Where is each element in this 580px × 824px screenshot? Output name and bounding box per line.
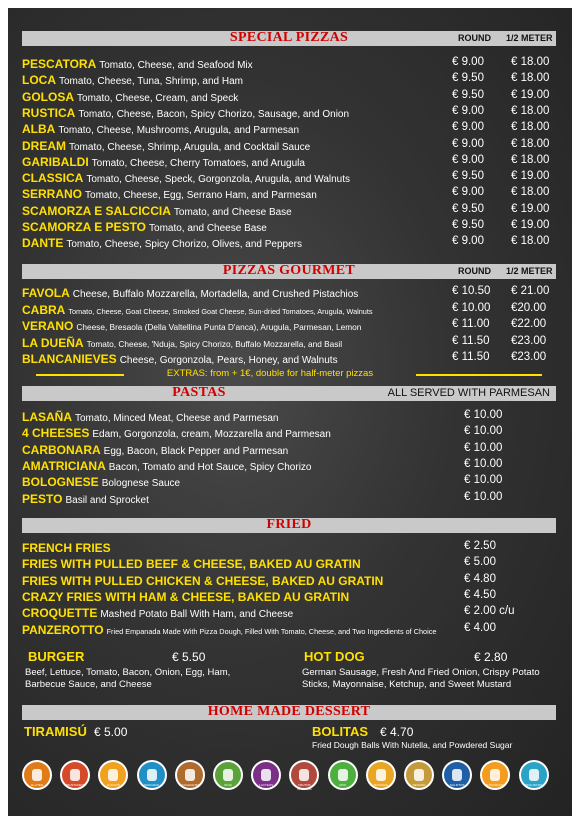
item-description: Bolognese Sauce <box>101 478 181 490</box>
price-half-meter: € 18.00 <box>511 186 550 199</box>
allergen-glyph-icon <box>185 769 195 781</box>
allergen-icon <box>60 760 90 790</box>
item-name: CLASSICA <box>22 171 84 186</box>
item-price: € 10.00 <box>464 441 503 454</box>
allergen-glyph-icon <box>261 769 271 781</box>
item-name: GARIBALDI <box>22 154 89 169</box>
col-round-label: ROUND <box>458 266 491 276</box>
allergen-label: MOSTAZA <box>373 783 388 787</box>
item-price: € 10.00 <box>464 490 503 503</box>
hotdog-desc-1: German Sausage, Fresh And Fried Onion, Crispy Potato <box>302 667 540 678</box>
item-name: BOLOGNESE <box>22 475 99 490</box>
item-description: Tomato, Cheese, Spicy Chorizo, Olives, and Peppers <box>66 239 303 251</box>
price-half-meter: € 18.00 <box>511 121 550 134</box>
section-subtitle: ALL SERVED WITH PARMESAN <box>387 387 550 399</box>
menu-item-row <box>22 185 317 201</box>
menu-item-row <box>22 408 278 424</box>
price-half-meter: € 19.00 <box>511 219 550 231</box>
price-half-meter: €23.00 <box>511 334 547 347</box>
allergen-glyph-icon <box>299 769 309 781</box>
item-name: SCAMORZA E SALCICCIA <box>22 203 171 218</box>
allergen-icon <box>213 760 243 790</box>
menu-item-row <box>22 424 331 440</box>
menu-item-row <box>22 234 302 250</box>
allergen-label: FRUTOS CASCARA <box>297 783 312 791</box>
price-half-meter: € 21.00 <box>511 285 550 297</box>
item-description: Bacon, Tomato and Hot Sauce, Spicy Chorizo <box>108 461 312 473</box>
item-name: DANTE <box>22 236 64 251</box>
menu-item-row <box>22 539 111 555</box>
item-name: DREAM <box>22 138 66 153</box>
hotdog-name: HOT DOG <box>304 649 365 664</box>
menu-item-row <box>22 604 293 620</box>
allergen-glyph-icon <box>414 769 424 781</box>
item-name: RUSTICA <box>22 105 76 120</box>
item-description: Fried Empanada Made With Pizza Dough, Filled With Tomato, Cheese, and Two Ingredients of Choice <box>106 626 437 636</box>
allergen-glyph-icon <box>338 769 348 781</box>
divider-line <box>36 374 124 376</box>
price-half-meter: € 18.00 <box>511 153 550 166</box>
price-half-meter: € 18.00 <box>511 72 550 85</box>
hotdog-desc-2: Sticks, Mayonnaise, Ketchup, and Sweet Mustard <box>302 679 512 690</box>
item-description: Tomato, and Cheese Base <box>149 223 267 234</box>
allergen-icon <box>404 760 434 790</box>
item-description: Tomato, and Cheese Base <box>173 206 292 218</box>
item-description: Mashed Potato Ball With Ham, and Cheese <box>100 609 294 621</box>
price-round: € 9.00 <box>452 104 484 117</box>
menu-item-row <box>22 572 383 588</box>
price-half-meter: € 19.00 <box>511 202 550 215</box>
item-description: Tomato, Cheese, Shrimp, Arugula, and Cocktail Sauce <box>69 141 311 153</box>
menu-item-row <box>22 88 238 104</box>
allergen-glyph-icon <box>32 769 42 781</box>
item-price: € 10.00 <box>464 457 503 470</box>
burger-desc-2: Barbecue Sauce, and Cheese <box>25 679 152 690</box>
burger-name: BURGER <box>28 649 85 664</box>
price-half-meter: €23.00 <box>511 351 547 363</box>
item-price: € 4.00 <box>464 621 496 634</box>
menu-item-row <box>22 169 350 185</box>
item-name: CRAZY FRIES WITH HAM & CHEESE, BAKED AU GRATIN <box>22 589 350 604</box>
price-half-meter: €22.00 <box>511 318 547 330</box>
menu-item-row <box>22 588 349 604</box>
price-half-meter: € 18.00 <box>511 104 550 117</box>
menu-item-row <box>22 218 267 234</box>
extras-note: EXTRAS: from + 1€, double for half-meter pizzas <box>166 368 374 379</box>
item-description: Cheese, Gorgonzola, Pears, Honey, and Walnuts <box>119 355 338 366</box>
allergen-label: ALTRAMUCES <box>485 783 506 787</box>
item-description: Tomato, Cheese, 'Nduja, Spicy Chorizo, Buffalo Mozzarella, and Basil <box>86 338 343 349</box>
item-price: € 2.50 <box>464 540 496 552</box>
menu-item-row <box>22 621 436 637</box>
price-half-meter: €20.00 <box>511 301 547 314</box>
extras-wrap <box>124 368 416 382</box>
item-name: AMATRICIANA <box>22 458 106 473</box>
item-name: LA DUEÑA <box>22 335 84 350</box>
tiramisu-price: € 5.00 <box>94 725 128 739</box>
allergen-label: APIO <box>339 783 347 787</box>
item-description: Tomato, Cheese, Mushrooms, Arugula, and Parmesan <box>58 125 300 137</box>
price-half-meter: € 18.00 <box>511 56 550 68</box>
item-price: € 10.00 <box>464 474 503 487</box>
allergen-glyph-icon <box>70 769 80 781</box>
item-description: Tomato, Minced Meat, Cheese and Parmesan <box>75 413 279 424</box>
allergen-label: HUEVOS <box>107 783 120 787</box>
allergen-label: LACTEOS <box>259 783 274 787</box>
allergen-icon <box>442 760 472 790</box>
item-name: PESCATORA <box>22 57 97 71</box>
allergen-glyph-icon <box>223 769 233 781</box>
dessert-header <box>22 705 556 720</box>
menu-item-row <box>22 120 299 136</box>
price-round: € 9.00 <box>452 235 484 248</box>
price-round: € 9.00 <box>452 56 484 68</box>
allergen-label: GLUTEN <box>30 783 44 787</box>
allergen-label: CACAHUETES <box>179 783 201 787</box>
allergen-label: SESAMO <box>412 783 426 787</box>
allergen-label: SULFITOS <box>449 783 465 787</box>
menu-item-row <box>22 55 253 71</box>
allergen-icon <box>289 760 319 790</box>
item-price: € 10.00 <box>464 409 503 421</box>
item-price: € 4.80 <box>464 572 496 585</box>
allergen-label: PESCADO <box>144 783 159 787</box>
price-half-meter: € 19.00 <box>511 170 550 183</box>
section-title: PIZZAS GOURMET <box>222 263 356 278</box>
bolitas-price: € 4.70 <box>380 725 414 739</box>
item-name: FAVOLA <box>22 286 70 300</box>
item-price: € 5.00 <box>464 556 496 569</box>
item-price: € 4.50 <box>464 588 496 601</box>
price-round: € 9.00 <box>452 137 484 150</box>
menu-item-row <box>22 334 342 350</box>
menu-item-row <box>22 473 180 489</box>
menu-item-row <box>22 457 311 473</box>
col-half-meter-label: 1/2 METER <box>506 266 553 276</box>
burger-desc-1: Beef, Lettuce, Tomato, Bacon, Onion, Egg, Ham, <box>25 667 231 678</box>
price-round: € 9.00 <box>452 186 484 199</box>
fried-header <box>22 518 556 533</box>
allergen-icon <box>137 760 167 790</box>
item-description: Tomato, Cheese, and Seafood Mix <box>99 60 253 71</box>
pastas-header <box>22 386 556 401</box>
price-half-meter: € 18.00 <box>511 137 550 150</box>
menu-item-row <box>22 104 349 120</box>
item-name: SCAMORZA E PESTO <box>22 220 147 234</box>
price-round: € 9.50 <box>452 170 484 183</box>
menu-item-row <box>22 301 373 317</box>
allergen-icon <box>175 760 205 790</box>
section-title: PASTAS <box>172 385 226 400</box>
allergen-icon <box>328 760 358 790</box>
price-round: € 9.50 <box>452 88 484 101</box>
item-name: ALBA <box>22 122 56 137</box>
menu-item-row <box>22 153 305 169</box>
allergen-icon <box>366 760 396 790</box>
burger-price: € 5.50 <box>172 650 206 664</box>
item-name: PANZEROTTO <box>22 622 104 637</box>
item-name: PESTO <box>22 491 63 506</box>
price-half-meter: € 19.00 <box>511 88 550 101</box>
allergen-label: CRUSTACEOS <box>64 783 86 787</box>
item-name: LOCA <box>22 73 56 88</box>
item-name: 4 CHEESES <box>22 426 90 441</box>
menu-item-row <box>22 317 361 333</box>
special-pizzas-header <box>22 31 556 46</box>
col-half-meter-label: 1/2 METER <box>506 33 553 43</box>
item-name: VERANO <box>22 319 74 333</box>
hotdog-price: € 2.80 <box>474 650 508 664</box>
allergen-glyph-icon <box>376 769 386 781</box>
section-title: HOME MADE DESSERT <box>207 704 371 719</box>
item-name: GOLOSA <box>22 89 75 104</box>
item-description: Edam, Gorgonzola, cream, Mozzarella and Parmesan <box>92 429 331 441</box>
menu-item-row <box>22 555 361 571</box>
item-description: Cheese, Buffalo Mozzarella, Mortadella, and Crushed Pistachios <box>72 289 359 300</box>
allergen-icon <box>98 760 128 790</box>
item-price: € 2.00 c/u <box>464 605 515 618</box>
allergen-label: MOLUSCOS <box>525 783 543 787</box>
menu-item-row <box>22 71 243 87</box>
price-round: € 9.00 <box>452 153 484 166</box>
item-description: Tomato, Cheese, Egg, Serrano Ham, and Parmesan <box>85 190 317 202</box>
divider-line <box>416 374 542 376</box>
allergen-glyph-icon <box>452 769 462 781</box>
price-round: € 9.50 <box>452 202 484 215</box>
price-round: € 11.50 <box>452 351 490 363</box>
allergen-glyph-icon <box>147 769 157 781</box>
bolitas-name: BOLITAS <box>312 724 369 739</box>
allergen-glyph-icon <box>490 769 500 781</box>
allergen-icon <box>519 760 549 790</box>
allergen-icon <box>251 760 281 790</box>
section-title: FRIED <box>266 517 312 532</box>
price-round: € 10.50 <box>452 285 491 297</box>
item-description: Egg, Bacon, Black Pepper and Parmesan <box>103 445 289 457</box>
item-description: Tomato, Cheese, Speck, Gorgonzola, Arugula, and Walnuts <box>86 174 351 186</box>
allergen-glyph-icon <box>529 769 539 781</box>
gourmet-pizzas-header <box>22 264 556 279</box>
item-name: SERRANO <box>22 187 83 202</box>
item-name: FRENCH FRIES <box>22 541 111 555</box>
section-title: SPECIAL PIZZAS <box>229 30 349 45</box>
menu-item-row <box>22 350 338 366</box>
menu-item-row <box>22 137 310 153</box>
allergen-icon <box>22 760 52 790</box>
price-half-meter: € 18.00 <box>511 235 550 248</box>
item-description: Tomato, Cheese, Tuna, Shrimp, and Ham <box>59 76 243 88</box>
menu-item-row <box>22 284 358 300</box>
allergen-legend <box>22 760 556 800</box>
item-name: FRIES WITH PULLED BEEF & CHEESE, BAKED AU GRATIN <box>22 557 361 572</box>
price-round: € 11.50 <box>452 334 490 347</box>
item-description: Basil and Sprocket <box>65 494 149 506</box>
allergen-icon <box>480 760 510 790</box>
bolitas-desc: Fried Dough Balls With Nutella, and Powdered Sugar <box>312 740 513 750</box>
item-name: CARBONARA <box>22 442 101 457</box>
item-description: Tomato, Cheese, Bacon, Spicy Chorizo, Sausage, and Onion <box>78 108 350 120</box>
menu-item-row <box>22 490 149 506</box>
item-name: CABRA <box>22 302 66 317</box>
item-price: € 10.00 <box>464 425 503 438</box>
item-name: FRIES WITH PULLED CHICKEN & CHEESE, BAKED AU GRATIN <box>22 573 384 588</box>
item-description: Cheese, Bresaola (Della Valtellina Punta D'anca), Arugula, Parmesan, Lemon <box>76 322 362 332</box>
price-round: € 9.00 <box>452 121 484 134</box>
col-round-label: ROUND <box>458 33 491 43</box>
menu-item-row <box>22 202 292 218</box>
menu-item-row <box>22 441 288 457</box>
item-name: CROQUETTE <box>22 606 98 621</box>
price-round: € 9.50 <box>452 72 484 85</box>
item-description: Tomato, Cheese, Goat Cheese, Smoked Goat Cheese, Sun-dried Tomatoes, Arugula, Walnuts <box>68 306 373 316</box>
allergen-glyph-icon <box>108 769 118 781</box>
price-round: € 11.00 <box>452 318 490 330</box>
item-description: Tomato, Cheese, Cherry Tomatoes, and Arugula <box>91 157 305 169</box>
item-description: Tomato, Cheese, Cream, and Speck <box>77 92 239 104</box>
price-round: € 9.50 <box>452 219 484 231</box>
item-name: BLANCANIEVES <box>22 352 117 366</box>
tiramisu-name: TIRAMISÚ <box>24 724 87 739</box>
item-name: LASAÑA <box>22 410 72 424</box>
price-round: € 10.00 <box>452 301 491 314</box>
allergen-label: SOJA <box>224 783 232 787</box>
